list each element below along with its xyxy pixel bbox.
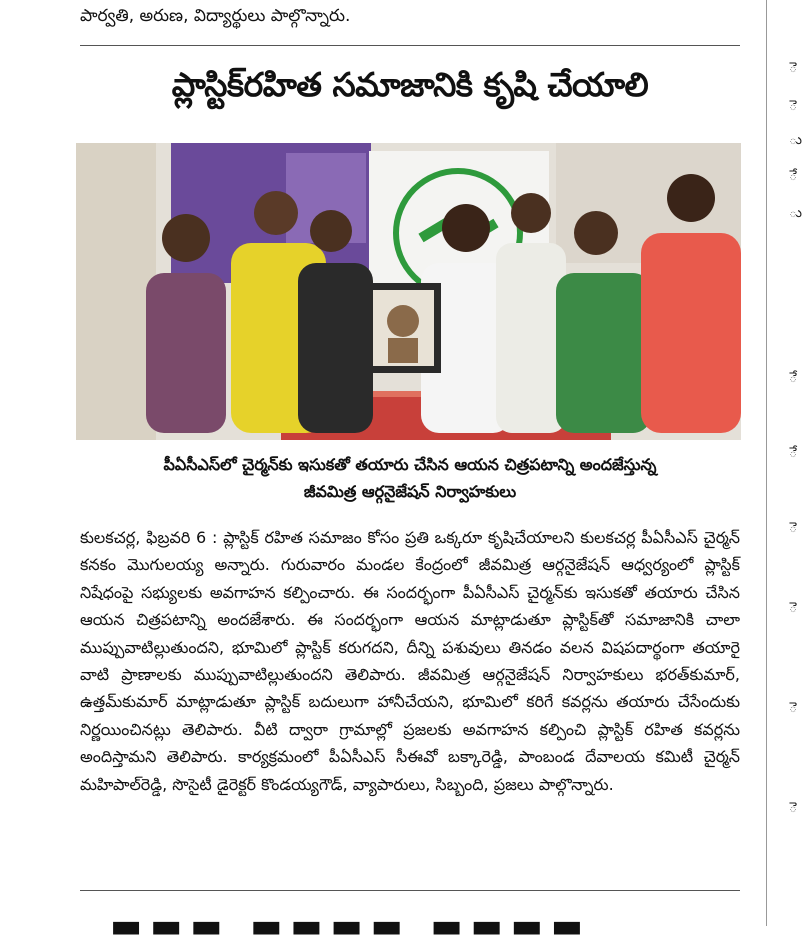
glyph: ే: [789, 168, 798, 184]
glyph: ె: [789, 700, 798, 716]
next-headline-partial: ▬▬▬ ▬▬▬▬ ▬▬▬▬: [110, 906, 592, 946]
caption-line-1: పీఏసీఎస్‌లో చైర్మన్‌కు ఇసుకతో తయారు చేసిన ఆయన చిత్రపటాన్ని అందజేస్తున్న: [163, 455, 657, 474]
glyph: ు: [789, 205, 802, 221]
glyph: ె: [789, 600, 798, 616]
photo-caption: [80, 451, 740, 505]
article-body: కులకచర్ల, ఫిబ్రవరి 6 : ప్లాస్టిక్‌ రహిత సమాజం కోసం ప్రతి ఒక్కరూ కృషిచేయాలని కులకచర్ల పీఏసీఎస్‌ చైర్మన్‌ కనకం మొగులయ్య అన్నారు. గురువారం మండల కేంద్రంలో జీవమిత్ర ఆర్గనైజేషన్‌ ఆధ్వర్యంలో ప్లాస్టిక్‌ నిషేధంపై సభ్యులకు అవగాహన కల్పించారు. ఈ సందర్భంగా పీఏసీఎస్‌ చైర్మన్‌కు ఇసుకతో తయారు చేసిన ఆయన చిత్రపటాన్ని అందజేశారు. ఈ సందర్భంగా ఆయన మాట్లాడుతూ ప్లాస్టిక్‌తో సమాజానికి చాలా ముప్పువాటిల్లుతుందని, భూమిలో ప్లాస్టిక్‌ కరుగదని, దీన్ని పశువులు తినడం వలన విషపదార్థంగా తయారై వాటి ప్రాణాలకు ముప్పువాటిల్లుతుందని తెలిపారు. జీవమిత్ర ఆర్గనైజేషన్‌ నిర్వాహకులు భరత్‌కుమార్‌, ఉత్తమ్‌కుమార్‌ మాట్లాడుతూ ప్లాస్టిక్‌ బదులుగా హానీచేయని, భూమిలో కరిగే కవర్లను తయారు చేసేందుకు నిర్ణయించినట్లు తెలిపారు. వీటి ద్వారా గ్రామాల్లో ప్రజలకు అవగాహన కల్పించి ప్లాస్టిక్‌ రహిత కవర్లను అందిస్తామని తెలిపారు. కార్యక్రమంలో పీఏసీఎస్‌ సీఈవో బక్కారెడ్డి, పాంబండ దేవాలయ కమిటీ చైర్మన్‌ మహిపాల్‌రెడ్డి, సొసైటీ డైరెక్టర్‌ కొండయ్యగౌడ్‌, వ్యాపారులు, సిబ్బంది, ప్రజలు పాల్గొన్నారు.: [80, 528, 740, 794]
divider: [80, 890, 740, 891]
previous-article-last-line: పార్వతి, అరుణ, విద్యార్థులు పాల్గొన్నారు.: [80, 6, 351, 26]
glyph: ే: [789, 370, 798, 386]
glyph: ె: [789, 800, 798, 816]
divider: [80, 45, 740, 46]
right-column-edge: [766, 0, 801, 926]
glyph: ె: [789, 60, 798, 76]
glyph: ె: [789, 98, 798, 114]
article-photo: [76, 143, 741, 440]
glyph: ె: [789, 520, 798, 536]
caption-line-2: జీవమిత్ర ఆర్గనైజేషన్‌ నిర్వాహకులు: [303, 482, 517, 501]
article-headline: ప్లాస్టిక్‌రహిత సమాజానికి కృషి చేయాలి: [171, 65, 649, 104]
glyph: ు: [789, 132, 802, 148]
glyph: ే: [789, 445, 798, 461]
